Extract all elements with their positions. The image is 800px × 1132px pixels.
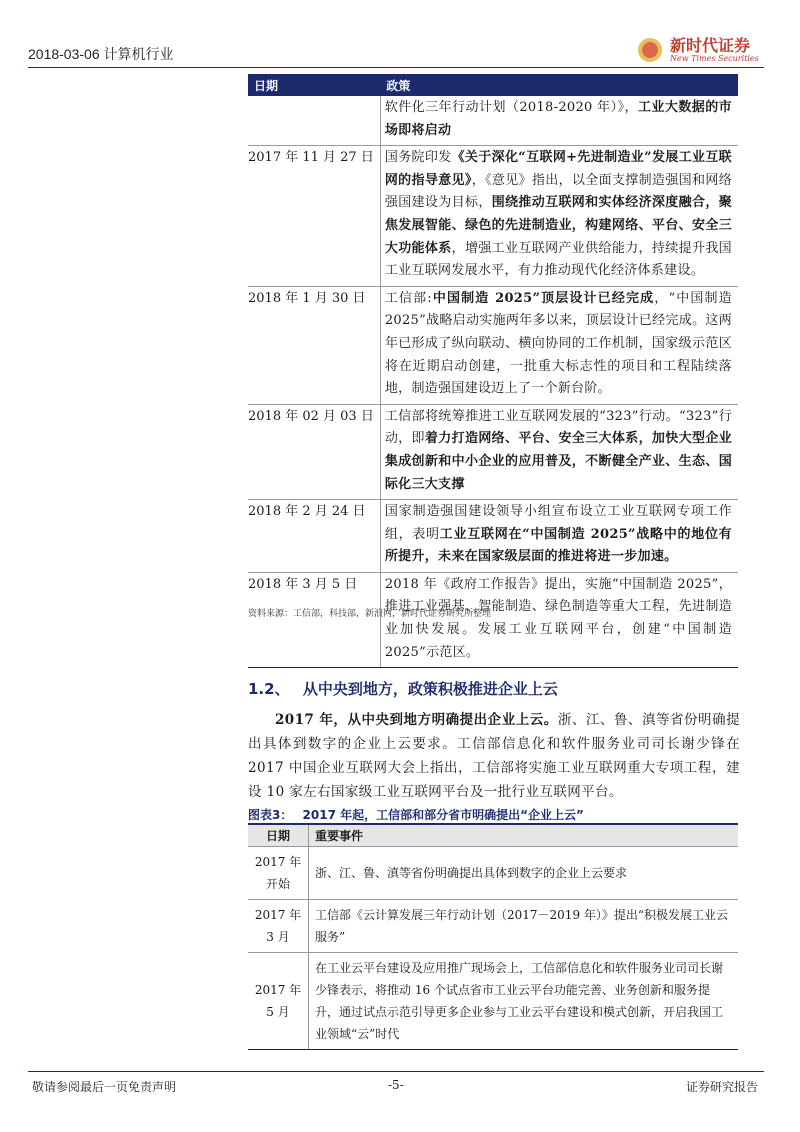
- section-title: 从中央到地方，政策积极推进企业上云: [302, 680, 558, 698]
- policy-highlight: 着力打造网络、平台、安全三大体系，加快大型企业集成创新和中小企业的应用普及，不断健全产业、生态、国际化三大支撑: [384, 431, 732, 492]
- col-date-header: 日期: [248, 825, 309, 847]
- figure-label: 图表3：: [248, 808, 293, 822]
- table-row: [248, 572, 738, 667]
- table-row: [248, 96, 738, 146]
- table-row: [248, 900, 738, 953]
- table-source-note: 资料来源：工信部，科技部，新浪网，新时代证券研究所整理: [248, 609, 492, 619]
- policy-highlight: 《关于深化“互联网+先进制造业”发展工业互联网的指导意见》: [384, 150, 732, 188]
- policy-highlight: 工业大数据的市场即将启动: [384, 100, 732, 138]
- policy-highlight: 围绕推动互联网和实体经济深度融合，聚焦发展智能、绿色的先进制造业，构建网络、平台、安全三大功能体系: [384, 195, 733, 256]
- policy-text: 工信部将统筹推进工业互联网发展的“323”行动。“323”行动，即: [384, 408, 732, 447]
- row-policy: [380, 286, 738, 404]
- row-policy: [380, 404, 738, 499]
- table-row: [248, 404, 738, 499]
- policy-table-header: [248, 74, 738, 96]
- row-event: 浙、江、鲁、滇等省份明确提出具体到数字的企业上云要求: [309, 847, 739, 900]
- figure-caption: [248, 806, 584, 823]
- report-type: 证券研究报告: [686, 1080, 759, 1094]
- disclaimer-note: 敬请参阅最后一页免责声明: [32, 1080, 177, 1094]
- figure-title: 2017 年起，工信部和部分省市明确提出“企业上云”: [302, 808, 584, 822]
- row-date: 2017 年开始: [248, 847, 309, 900]
- policy-text: 软件化三年行动计划（2018-2020 年）》，: [384, 100, 638, 115]
- row-policy: [380, 146, 738, 287]
- table-row: [248, 500, 738, 573]
- section-number: 1.2、: [248, 680, 290, 698]
- table-row: [248, 847, 738, 900]
- brand-logo-icon: [634, 36, 666, 64]
- row-date: 2018 年 3 月 5 日: [248, 572, 380, 667]
- events-table: [248, 825, 738, 1050]
- report-date-sector: 2018-03-06 计算机行业: [28, 46, 174, 62]
- table-row: [248, 146, 738, 287]
- col-event-header: 重要事件: [309, 825, 739, 847]
- policy-text: ，增强工业互联网产业供给能力，持续提升我国工业互联网发展水平，有力推动现代化经济体系建设。: [384, 240, 732, 279]
- brand-name-en: New Times Securities: [670, 54, 759, 63]
- row-date: 2017 年 5 月: [248, 953, 309, 1050]
- row-date: 2018 年 02 月 03 日: [248, 404, 380, 499]
- row-date: 2018 年 1 月 30 日: [248, 286, 380, 404]
- page-number: -5-: [388, 1078, 404, 1092]
- col-policy-header: 政策: [380, 74, 738, 96]
- row-policy: [380, 96, 738, 146]
- row-event: 工信部《云计算发展三年行动计划（2017－2019 年）》提出“积极发展工业云服务”: [309, 900, 739, 953]
- row-date: 2017 年 3 月: [248, 900, 309, 953]
- paragraph-text: 浙、江、鲁、滇等省份明确提出具体到数字的企业上云要求。工信部信息化和软件服务业司司长谢少锋在 2017 中国企业互联网大会上指出，工信部将实施工业互联网重大专项工程，建设 10 家左右国家级工业互联网平台及一批行业互联网平台。: [248, 712, 740, 800]
- policy-text: ，“中国制造 2025”战略启动实施两年多以来，顶层设计已经完成。这两年已形成了纵向联动、横向协同的工作机制，国家级示范区将在近期启动创建，一批重大标志性的项目和工程陆续落地，制造强国建设迈上了一个新台阶。: [384, 290, 732, 397]
- policy-text: ，《意见》指出，以全面支撑制造强国和网络强国建设为目标，: [384, 172, 732, 211]
- body-paragraph: [248, 708, 740, 804]
- paragraph-lead: 2017 年，从中央到地方明确提出企业上云。: [275, 712, 558, 728]
- brand-name-cn: 新时代证券: [670, 36, 751, 55]
- policy-highlight: 中国制造 2025”顶层设计已经完成: [431, 290, 655, 306]
- policy-text: 国务院印发: [384, 150, 452, 166]
- row-policy: 2018 年《政府工作报告》提出，实施“中国制造 2025”，推进工业强基、智能制造、绿色制造等重大工程，先进制造业加快发展。发展工业互联网平台，创建“中国制造 2025”示范区。: [380, 572, 738, 667]
- policy-text: 工信部:: [384, 290, 432, 306]
- section-heading: [248, 678, 558, 699]
- row-event: 在工业云平台建设及应用推广现场会上，工信部信息化和软件服务业司司长谢少锋表示，将推动 16 个试点省市工业云平台功能完善、业务创新和服务提升，通过试点示范引导更多企业参与工业云平台建设和模式创新，开启我国工业领域“云”时代: [309, 953, 739, 1050]
- table-row: [248, 953, 738, 1050]
- policy-highlight: 工业互联网在“中国制造 2025”战略中的地位有所提升，未来在国家级层面的推进将进一步加速。: [384, 526, 732, 565]
- footer-divider: [28, 1071, 764, 1072]
- col-date-header: 日期: [248, 74, 380, 96]
- header-divider: [28, 67, 764, 68]
- row-date: 2018 年 2 月 24 日: [248, 500, 380, 573]
- row-date: [248, 96, 380, 146]
- policy-table: [248, 74, 738, 668]
- policy-text: 国家制造强国建设领导小组宣布设立工业互联网专项工作组，表明: [384, 504, 732, 542]
- events-table-header: [248, 825, 738, 847]
- table-row: [248, 286, 738, 404]
- row-policy: [380, 500, 738, 573]
- row-date: 2017 年 11 月 27 日: [248, 146, 380, 287]
